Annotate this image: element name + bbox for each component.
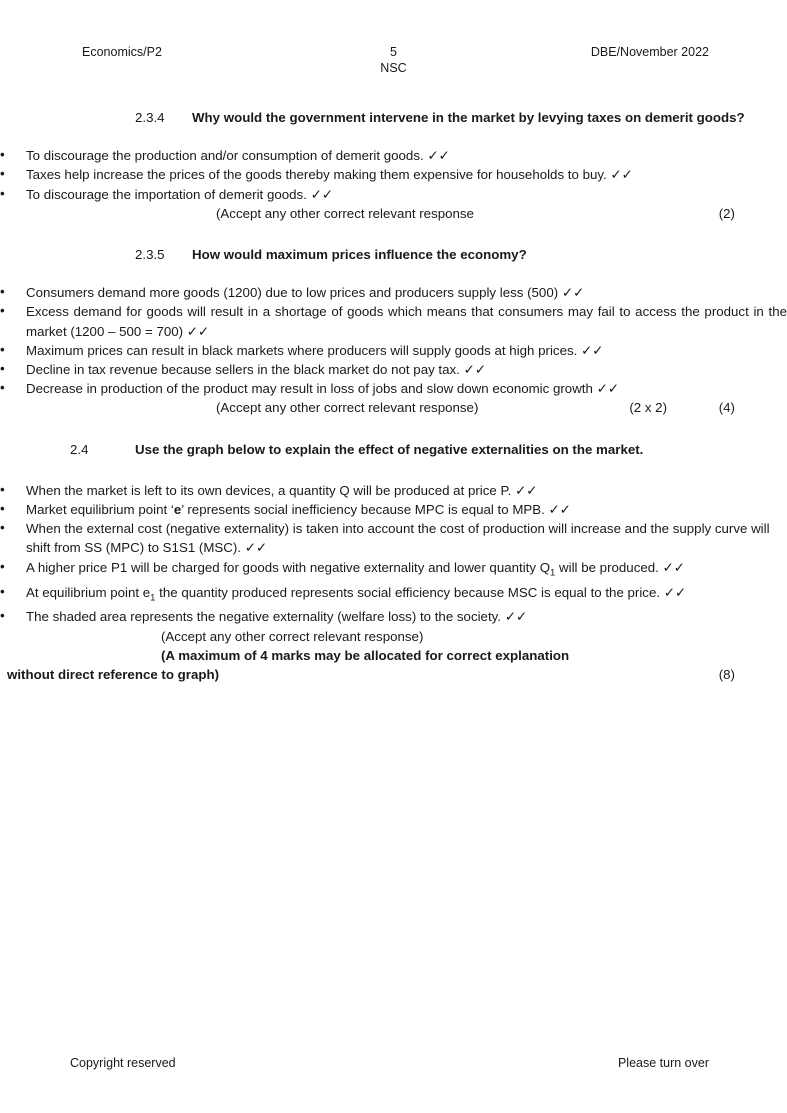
accept-note: (Accept any other correct relevant response [216,205,474,221]
question-text-2-3-4: Why would the government intervene in the market by levying taxes on demerit goods? [192,110,745,125]
question-number-2-3-4: 2.3.4 [135,110,165,125]
list-item: • To discourage the production and/or consumption of demerit goods. ✓✓ [0,146,787,165]
mark-allocation: (4) [718,400,735,416]
list-item-text: When the external cost (negative externality) is taken into account the cost of production will increase and the supply curve will shift from SS (MPC) to S1S1 (MSC). ✓✓ [26,521,770,556]
question-block-2-4 [0,440,787,685]
question-block-2-3-4 [0,108,787,223]
list-item [0,519,787,557]
question-heading-2-3-5 [135,245,787,264]
page-header [70,44,717,84]
list-item [0,558,787,583]
accept-note-line-2-4 [0,627,787,646]
list-item: • To discourage the importation of demerit goods. ✓✓ [0,185,787,204]
accept-note: (Accept any other correct relevant response) [161,628,424,644]
question-text-2-4: Use the graph below to explain the effect of negative externalities on the market. [135,441,644,457]
list-item-text-cont: the quantity produced represents social efficiency because MSC is equal to the price. ✓✓ [155,584,687,600]
list-item: • Maximum prices can result in black markets where producers will supply goods at high prices. ✓✓ [0,341,787,360]
subscript-1: 1 [150,592,156,604]
question-number-2-3-5: 2.3.5 [135,247,165,263]
header-subject: Economics/P2 [82,45,162,59]
list-item [0,500,787,519]
list-item-text: The shaded area represents the negative externality (welfare loss) to the society. ✓✓ [26,609,527,625]
exam-body-label: NSC [380,61,407,75]
list-item-text: A higher price P1 will be charged for goods with negative externality and lower quantity Q [26,559,551,575]
answer-list-2-3-4 [0,146,787,204]
question-text-2-3-5: How would maximum prices influence the economy? [192,247,527,263]
list-item: • Excess demand for goods will result in a shortage of goods which means that consumers may fail to access the product in the market (1200 – 500 = 700) ✓✓ [0,302,787,340]
question-number-2-4: 2.4 [70,441,89,457]
answer-list-2-3-5 [0,283,787,398]
list-item-text: When the market is left to its own devices, a quantity Q will be produced at price P. ✓✓ [26,482,538,498]
note-line-2-3-4 [0,204,787,223]
page-content [0,108,787,684]
mark-allocation: (8) [718,666,735,682]
list-item [0,607,787,626]
question-block-2-3-5 [0,245,787,418]
list-item: • Decline in tax revenue because sellers in the black market do not pay tax. ✓✓ [0,360,787,379]
question-heading-2-3-4 [135,108,787,127]
list-item [0,583,787,608]
answer-list-2-4 [0,481,787,627]
emphasis-e: e [173,502,182,518]
list-item: • Taxes help increase the prices of the goods thereby making them expensive for households to buy. ✓✓ [0,165,787,184]
list-item: • Decrease in production of the product may result in loss of jobs and slow down economic growth ✓✓ [0,379,787,398]
question-heading-2-4 [70,440,787,459]
list-item-text: Market equilibrium point ‘ [26,502,174,518]
list-item-text-cont: will be produced. ✓✓ [555,559,685,575]
mark-breakdown: (2 x 2) [629,400,667,416]
list-item-text-cont: ’ represents social inefficiency because MPC is equal to MPB. ✓✓ [181,502,571,518]
turn-over-notice: Please turn over [617,1056,709,1070]
mark-allocation: (2) [718,205,735,221]
list-item-text: At equilibrium point e [26,584,151,600]
subscript-1: 1 [550,567,556,579]
list-item: • Consumers demand more goods (1200) due to low prices and producers supply less (500) ✓✓ [0,283,787,302]
accept-note: (Accept any other correct relevant response) [216,400,479,416]
note-line-2-3-5 [0,398,787,417]
page-number: 5 [390,45,397,59]
maximum-marks-note [0,648,787,684]
maximum-marks-note-line2: without direct reference to graph) [7,666,220,682]
bold-note-line-2-4 [0,646,787,684]
maximum-marks-note-line1: (A maximum of 4 marks may be allocated for correct explanation [161,647,570,663]
page-footer [70,1055,717,1073]
copyright-notice: Copyright reserved [70,1056,176,1070]
header-paper-info: DBE/November 2022 [590,45,709,59]
list-item [0,481,787,500]
